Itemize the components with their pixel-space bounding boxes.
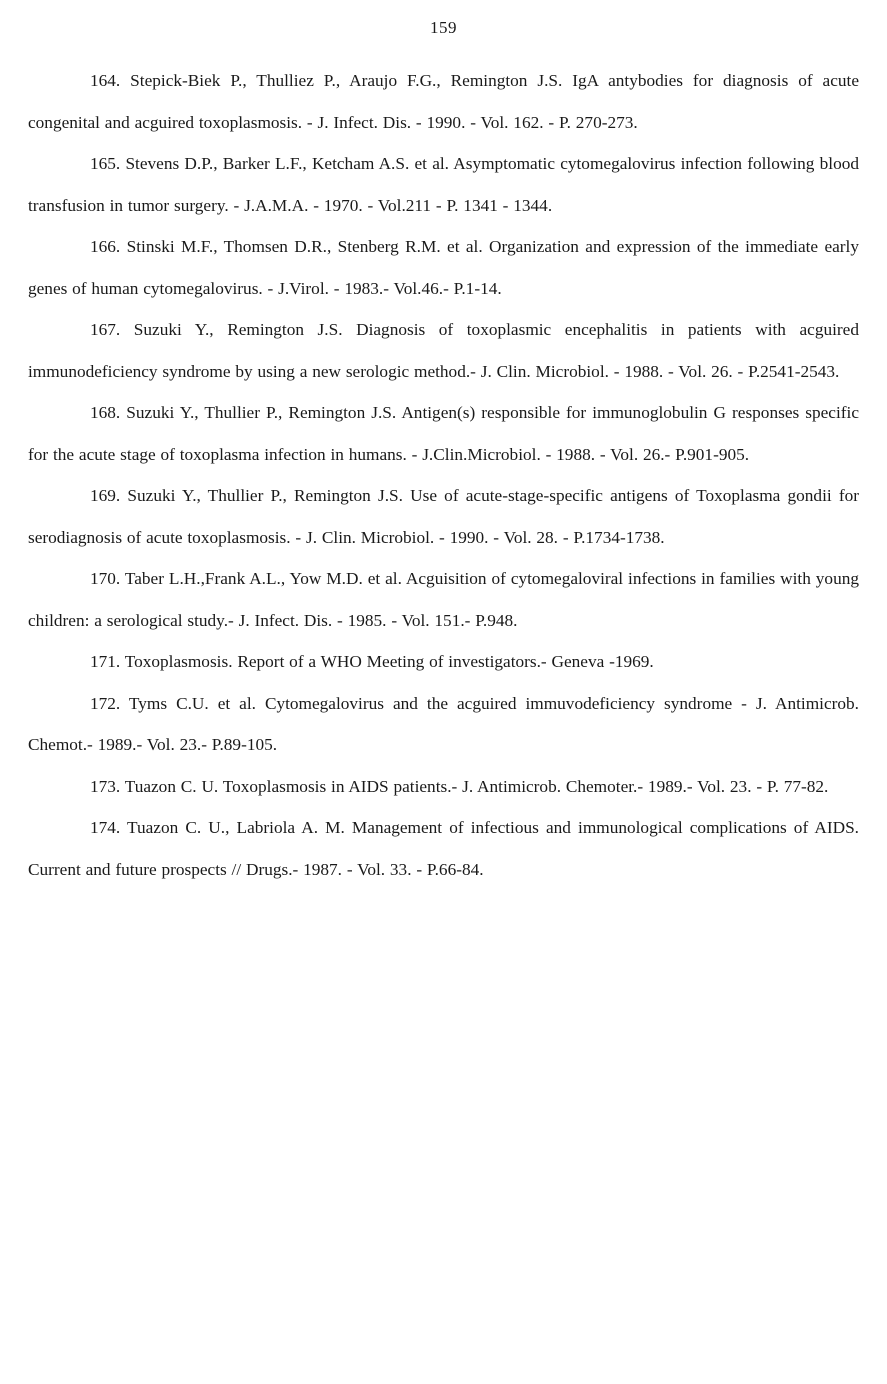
- reference-165: 165. Stevens D.P., Barker L.F., Ketcham A.S. et al. Asymptomatic cytomegalovirus infection following blood transfusion in tumor surgery. - J.A.M.A. - 1970. - Vol.211 - P. 1341 - 1344.: [28, 154, 859, 215]
- reference-166: 166. Stinski M.F., Thomsen D.R., Stenberg R.M. et al. Organization and expression of the immediate early genes of human cytomegalovirus. - J.Virol. - 1983.- Vol.46.- P.1-14.: [28, 237, 859, 298]
- reference-164: 164. Stepick-Biek P., Thulliez P., Araujo F.G., Remington J.S. IgA antybodies for diagnosis of acute congenital and acguired toxoplasmosis. - J. Infect. Dis. - 1990. - Vol. 162. - P. 270-273.: [28, 71, 859, 132]
- page-number: 159: [430, 18, 457, 37]
- reference-170: 170. Taber L.H.,Frank A.L., Yow M.D. et al. Acguisition of cytomegaloviral infections in families with young children: a serological study.- J. Infect. Dis. - 1985. - Vol. 151.- P.948.: [28, 569, 859, 630]
- reference-171: 171. Toxoplasmosis. Report of a WHO Meeting of investigators.- Geneva -1969.: [90, 652, 654, 671]
- reference-173: 173. Tuazon C. U. Toxoplasmosis in AIDS patients.- J. Antimicrob. Chemoter.- 1989.- Vol. 23. - P. 77-82.: [90, 776, 829, 796]
- reference-167: 167. Suzuki Y., Remington J.S. Diagnosis of toxoplasmic encephalitis in patients with acguired immunodeficiency syndrome by using a new serologic method.- J. Clin. Microbiol. - 1988. - Vol. 26. - P.2541-2543.: [28, 320, 859, 381]
- reference-list: [28, 60, 859, 890]
- reference-174: 174. Tuazon C. U., Labriola A. M. Management of infectious and immunological complications of AIDS. Current and future prospects // Drugs.- 1987. - Vol. 33. - P.66-84.: [28, 818, 859, 879]
- reference-172: 172. Tyms C.U. et al. Cytomegalovirus and the acguired immuvodeficiency syndrome - J. Antimicrob. Chemot.- 1989.- Vol. 23.- P.89-105.: [28, 693, 859, 754]
- reference-168: 168. Suzuki Y., Thullier P., Remington J.S. Antigen(s) responsible for immunoglobulin G responses specific for the acute stage of toxoplasma infection in humans. - J.Clin.Microbiol. - 1988. - Vol. 26.- P.901-905.: [28, 403, 859, 464]
- reference-169: 169. Suzuki Y., Thullier P., Remington J.S. Use of acute-stage-specific antigens of Toxoplasma gondii for serodiagnosis of acute toxoplasmosis. - J. Clin. Microbiol. - 1990. - Vol. 28. - P.1734-1738.: [28, 486, 859, 547]
